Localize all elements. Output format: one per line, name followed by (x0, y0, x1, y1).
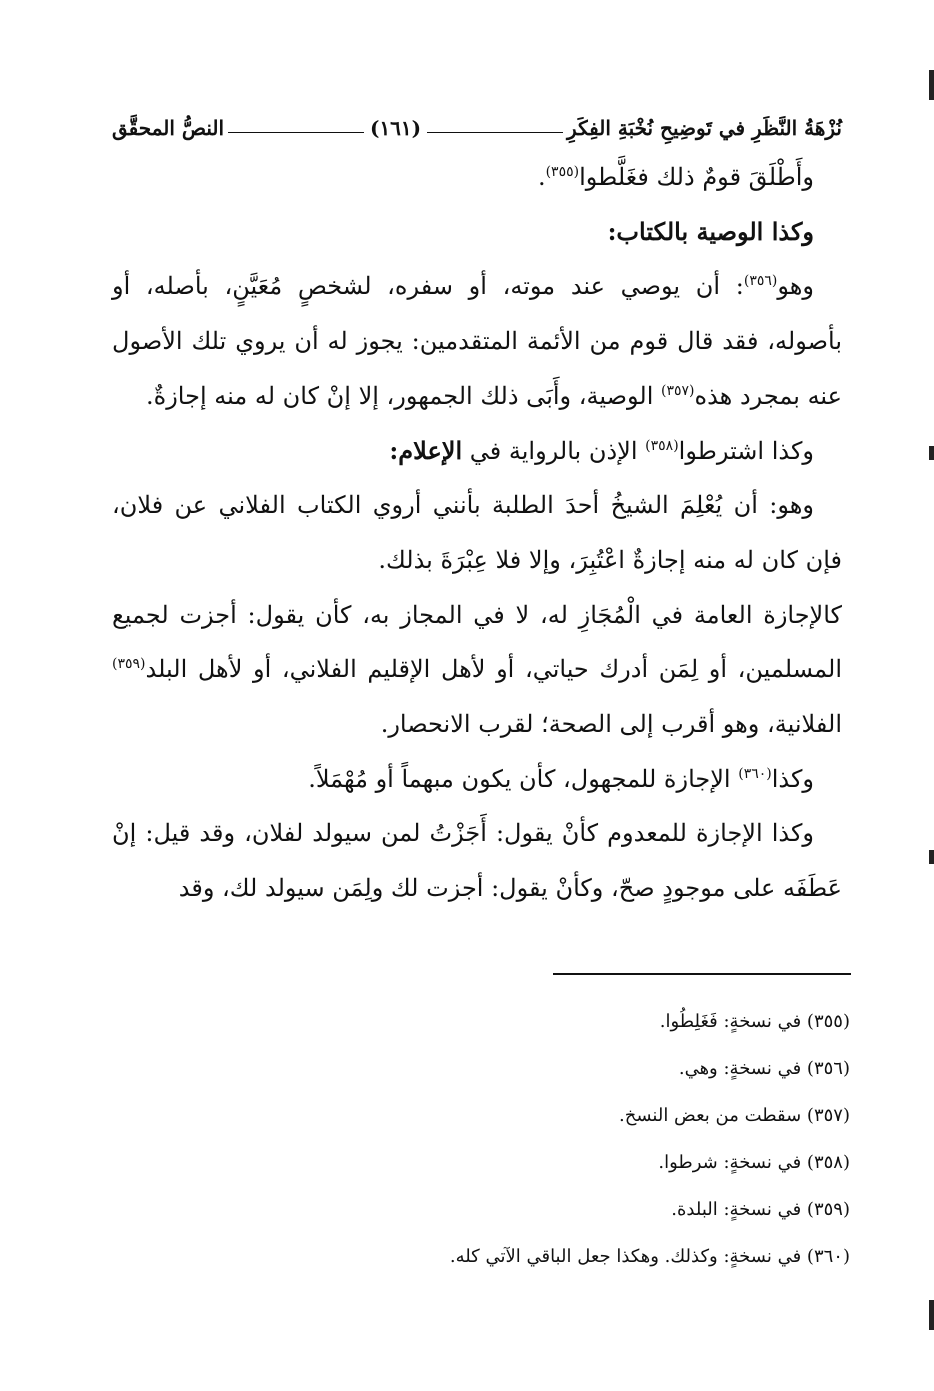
paragraph: وهو: أن يُعْلِمَ الشيخُ أحدَ الطلبة بأنني أروي الكتاب الفلاني عن فلان، فإن كان له منه إجازةٌ اعْتُبِرَ، وإلا فلا عِبْرَةَ بذلك. (112, 491, 842, 574)
footnotes (112, 998, 850, 1280)
footnote-ref: (٣٥٩) (112, 656, 146, 673)
text-run: الفلانية، وهو أقرب إلى الصحة؛ لقرب الانحصار. (380, 710, 842, 739)
header-book-title: نُزْهَةُ النَّظَرِ في تَوضِيحِ نُخْبَةِ الفِكَرِ (567, 116, 842, 140)
text-run: الإجازة للمجهول، كأن يكون مبهماً أو مُهْمَلاً. (308, 764, 739, 793)
text-run: . (537, 163, 546, 191)
scan-edge-mark (929, 446, 934, 460)
paragraph: وكذا الإجازة للمعدوم كأنْ يقول: أَجَزْتُ لمن سيولد لفلان، وقد قيل: إنْ عَطَفَه على موجودٍ صحّ، وكأنْ يقول: أجزت لك ولِمَن سيولد لك، وقد (112, 819, 842, 903)
footnote-ref: (٣٥٨) (645, 437, 679, 454)
text-run: كالإجازة العامة في الْمُجَازِ له، لا في المجاز به، كأن يقول: أجزت لجميع المسلمين، أو لِمَن أدرك حياتي، أو لأهل الإقليم الفلاني، أو لأهل البلد (112, 600, 842, 684)
footnote-ref: (٣٥٧) (661, 382, 695, 399)
footnote: (٣٥٨) في نسخةٍ: شرطوا. (658, 1152, 850, 1173)
header-dash-line (228, 132, 364, 133)
running-header (112, 108, 842, 148)
footnote: (٣٦٠) في نسخةٍ: وكذلك. وهكذا جعل الباقي الآتي كله. (449, 1246, 850, 1267)
header-dash-line (427, 132, 563, 133)
footnote: (٣٥٦) في نسخةٍ: وهي. (678, 1058, 850, 1079)
text-run: وكذا اشترطوا (678, 436, 814, 465)
paragraph (112, 752, 842, 807)
footnote: (٣٥٥) في نسخةٍ: فَغَلِطُوا. (659, 1011, 850, 1032)
scan-edge-mark (929, 1300, 934, 1330)
paragraph (112, 259, 842, 423)
footnote: (٣٥٧) سقطت من بعض النسخ. (619, 1105, 850, 1126)
header-section-title: النصُّ المحقَّق (111, 116, 225, 140)
footnote-ref: (٣٥٥) (545, 164, 580, 180)
text-run: وكذا (771, 764, 814, 793)
page-number: (١٦١) (369, 116, 422, 140)
footnote: (٣٥٩) في نسخةٍ: البلدة. (671, 1199, 850, 1220)
scan-edge-mark (929, 70, 934, 100)
footnote-separator (553, 973, 851, 975)
main-text (112, 150, 842, 916)
text-run: وهو (777, 272, 814, 301)
text-run: : أن يوصي عند موته، أو سفره، لشخصٍ مُعَيَّنٍ، بأصله، أو بأصوله، فقد قال قوم من الأئمة المتقدمين: يجوز له أن يروي تلك الأصول عنه بمجرد هذه (112, 272, 842, 410)
paragraph (112, 424, 842, 479)
footnote-ref: (٣٥٦) (743, 273, 778, 290)
text-run: وأَطْلَقَ قومٌ ذلك فغَلَّطوا (579, 163, 814, 191)
paragraph (112, 150, 842, 205)
section-heading: وكذا الوصية بالكتاب: (607, 216, 814, 246)
footnote-ref: (٣٦٠) (738, 765, 772, 782)
bold-term: الإعلام: (389, 435, 463, 465)
text-run: الوصية، وأَبَى ذلك الجمهور، إلا إنْ كان له منه إجازةٌ. (146, 381, 661, 410)
paragraph (112, 588, 842, 752)
scan-edge-mark (929, 850, 934, 864)
text-run: الإذن بالرواية في (462, 436, 646, 465)
